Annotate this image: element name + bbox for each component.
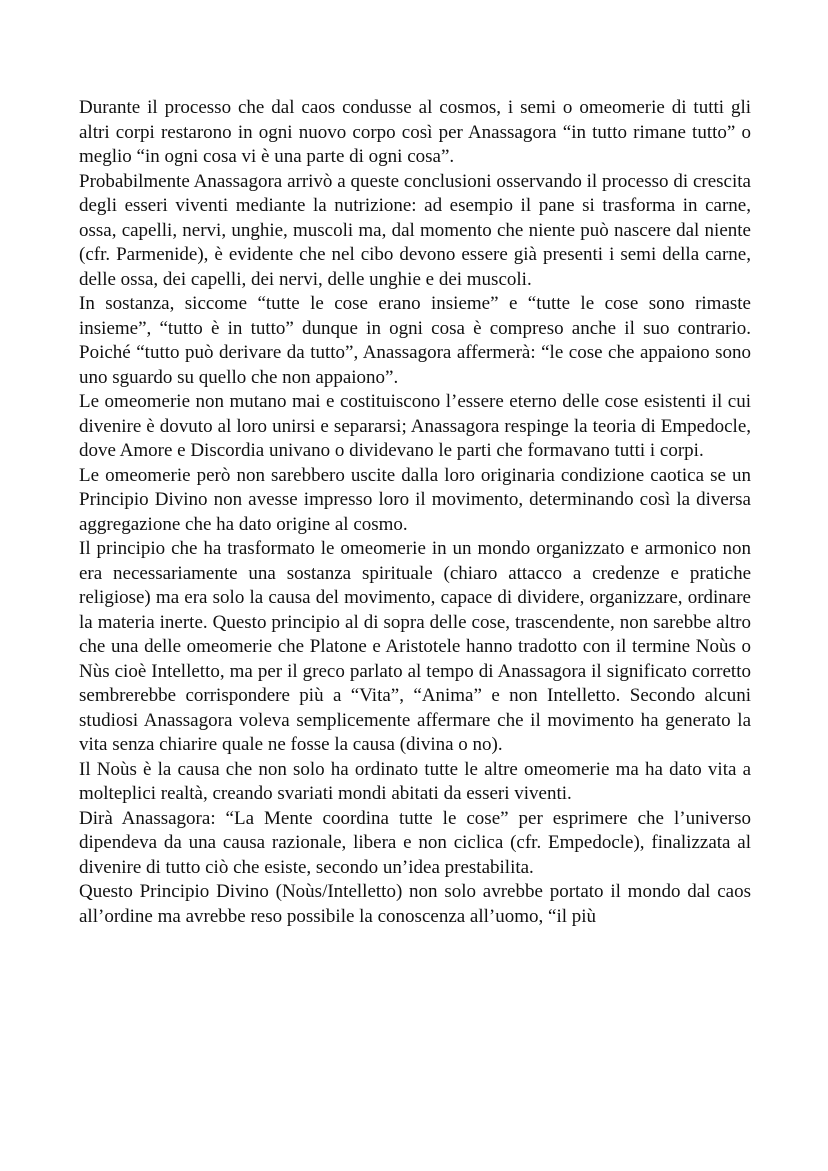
- paragraph-conoscenza: Questo Principio Divino (Noùs/Intelletto) non solo avrebbe portato il mondo dal caos all’ordine ma avrebbe reso possibile la conoscenza all’uomo, “il più: [79, 881, 751, 927]
- paragraph-tutto-in-tutto: In sostanza, siccome “tutte le cose erano insieme” e “tutte le cose sono rimaste insieme”, “tutto è in tutto” dunque in ogni cosa è compreso anche il suo contrario. Poiché “tutto può derivare da tutto”, Anassagora affermerà: “le cose che appaiono sono uno sguardo su quello che non appaiono”.: [79, 293, 751, 388]
- paragraph-mente-coordina: Dirà Anassagora: “La Mente coordina tutte le cose” per esprimere che l’universo dipendeva da una causa razionale, libera e non ciclica (cfr. Empedocle), finalizzata al divenire di tutto ciò che esiste, secondo un’idea prestabilita.: [79, 807, 751, 878]
- paragraph-omeomerie-eterne: Le omeomerie non mutano mai e costituiscono l’essere eterno delle cose esistenti il cui divenire è dovuto al loro unirsi e separarsi; Anassagora respinge la teoria di Empedocle, dove Amore e Discordia univano o dividevano le parti che formavano tutti i corpi.: [79, 391, 751, 461]
- paragraph-caos-cosmos: Durante il processo che dal caos condusse al cosmos, i semi o omeomerie di tutti gli altri corpi restarono in ogni nuovo corpo così per Anassagora “in tutto rimane tutto” o meglio “in ogni cosa vi è una parte di ogni cosa”.: [79, 97, 751, 167]
- paragraph-nous-causa: Il Noùs è la causa che non solo ha ordinato tutte le altre omeomerie ma ha dato vita a molteplici realtà, creando svariati mondi abitati da esseri viventi.: [79, 758, 751, 804]
- paragraph-nutrizione: Probabilmente Anassagora arrivò a queste conclusioni osservando il processo di crescita degli esseri viventi mediante la nutrizione: ad esempio il pane si trasforma in carne, ossa, capelli, nervi, unghie, muscoli ma, dal momento che niente può nascere dal niente (cfr. Parmenide), è evidente che nel cibo devono essere già presenti i semi della carne, delle ossa, dei capelli, dei nervi, delle unghie e dei muscoli.: [79, 170, 751, 290]
- paragraph-principio-divino: Le omeomerie però non sarebbero uscite dalla loro originaria condizione caotica se un Principio Divino non avesse impresso loro il movimento, determinando così la diversa aggregazione che ha dato origine al cosmo.: [79, 464, 751, 535]
- paragraph-nous: Il principio che ha trasformato le omeomerie in un mondo organizzato e armonico non era necessariamente una sostanza spirituale (chiaro attacco a credenze e pratiche religiose) ma era solo la causa del movimento, capace di dividere, organizzare, ordinare la materia inerte. Questo principio al di sopra delle cose, trascendente, non sarebbe altro che una delle omeomerie che Platone e Aristotele hanno tradotto con il termine Noùs o Nùs cioè Intelletto, ma per il greco parlato al tempo di Anassagora il significato corretto sembrerebbe corrispondere più a “Vita”, “Anima” e non Intelletto. Secondo alcuni studiosi Anassagora voleva semplicemente affermare che il movimento ha generato la vita senza chiarire quale ne fosse la causa (divina o no).: [79, 538, 751, 755]
- document-page: [79, 96, 751, 929]
